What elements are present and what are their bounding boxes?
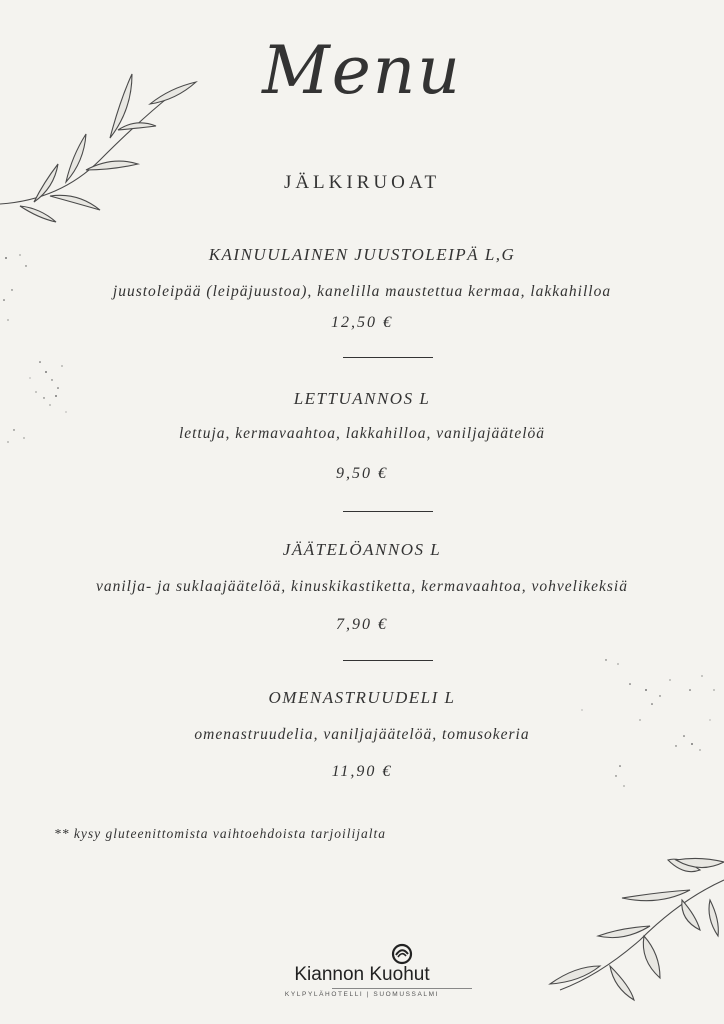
logo-subtitle: KYLPYLÄHOTELLI | SUOMUSSALMI — [284, 991, 440, 998]
menu-item-description: vanilja- ja suklaajäätelöä, kinuskikastiketta, kermavaahtoa, vohvelikeksiä — [96, 578, 628, 595]
menu-item-price: 11,90 € — [331, 763, 393, 780]
menu-item-description: lettuja, kermavaahtoa, lakkahilloa, vaniljajäätelöä — [178, 425, 546, 442]
divider — [343, 511, 433, 512]
menu-item-description: omenastruudelia, vaniljajäätelöä, tomusokeria — [194, 726, 530, 743]
section-heading: JÄLKIRUOAT — [283, 172, 441, 193]
menu-item-name: OMENASTRUUDELI L — [268, 688, 456, 707]
logo-name: Kiannon Kuohut — [294, 964, 430, 985]
menu-item-name: LETTUANNOS L — [293, 389, 431, 408]
menu-item-name: KAINUULAINEN JUUSTOLEIPÄ L,G — [208, 245, 516, 264]
menu-title: Menu — [262, 32, 462, 109]
menu-item-name: JÄÄTELÖANNOS L — [282, 540, 442, 559]
logo-divider — [332, 988, 472, 989]
menu-item-price: 12,50 € — [331, 314, 393, 331]
divider — [343, 660, 433, 661]
kiannon-kuohut-logo-icon — [390, 942, 414, 966]
divider — [343, 357, 433, 358]
menu-item-price: 7,90 € — [336, 616, 388, 633]
menu-item-description: juustoleipää (leipäjuustoa), kanelilla maustettua kermaa, lakkahilloa — [112, 283, 612, 300]
gluten-free-footnote: ** kysy gluteenittomista vaihtoehdoista tarjoilijalta — [54, 826, 386, 841]
menu-item-price: 9,50 € — [336, 465, 388, 482]
